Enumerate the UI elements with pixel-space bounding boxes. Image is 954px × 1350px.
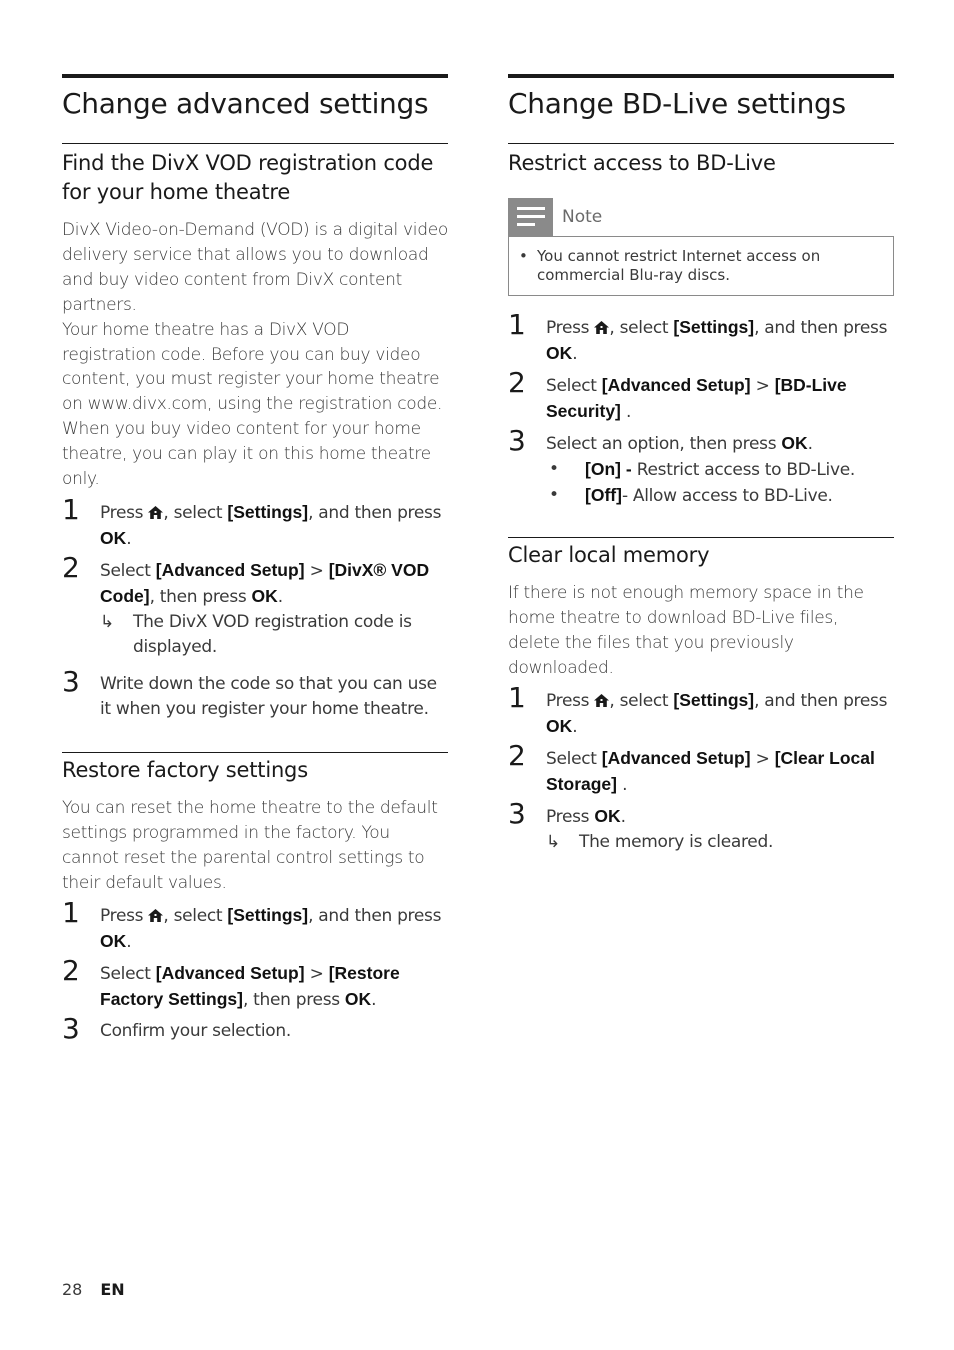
divx-heading: Find the DivX VOD registration code for your home theatre	[62, 151, 434, 204]
divx-vod-code-label: [DivX® VOD Code]	[100, 559, 430, 606]
result-arrow-icon: ↳	[546, 831, 560, 852]
advanced-setup-label: [Advanced Setup]	[601, 747, 751, 768]
clear-intro: If there is not enough memory space in the home theatre to download BD-Live files, delete the files that you previously downloaded.	[508, 583, 864, 678]
clear-step-2: 2 Select [Advanced Setup] > [Clear Local Storage] .	[508, 738, 875, 795]
step-number: 1	[508, 680, 526, 714]
home-icon	[594, 321, 609, 334]
clear-heading: Clear local memory	[508, 543, 710, 567]
step-result: ↳ The memory is cleared.	[546, 830, 894, 855]
ok-key-label: OK	[781, 433, 808, 453]
note-label: Note	[562, 207, 603, 227]
page-footer	[62, 1280, 125, 1299]
bullet: •	[519, 247, 528, 265]
restore-factory-label: [Restore Factory Settings]	[100, 962, 400, 1009]
note-text: You cannot restrict Internet access on commercial Blu-ray discs.	[537, 247, 821, 284]
settings-menu-label: [Settings]	[673, 317, 755, 337]
result-arrow-icon: ↳	[100, 611, 114, 632]
home-icon	[148, 506, 163, 519]
factory-step-3: 3 Confirm your selection.	[62, 1011, 291, 1045]
ok-key-label: OK	[594, 805, 621, 826]
title-rule	[508, 74, 894, 78]
option-off: • [Off]- Allow access to BD-Live.	[549, 485, 833, 506]
step-number: 1	[62, 492, 80, 526]
settings-menu-label: [Settings]	[673, 689, 755, 710]
home-icon	[594, 694, 609, 707]
page-title-bd-live: Change BD-Live settings	[508, 87, 846, 120]
section-rule	[62, 752, 448, 753]
advanced-setup-label: [Advanced Setup]	[155, 962, 305, 983]
divx-step-2: 2 Select [Advanced Setup] > [DivX® VOD Code], then press OK. ↳ The DivX VOD registration code is displayed.	[62, 558, 448, 660]
step-number: 3	[62, 664, 80, 698]
restrict-step-1: 1 Press , select [Settings], and then press OK.	[508, 308, 888, 364]
clear-step-1: 1 Press , select [Settings], and then press OK.	[508, 680, 888, 737]
ok-key-label: OK	[546, 715, 573, 736]
note-body	[508, 236, 894, 296]
ok-key-label: OK	[100, 527, 127, 548]
step-result: ↳ The DivX VOD registration code is displayed.	[100, 611, 412, 657]
bullet: •	[549, 485, 559, 505]
divx-step-3: 3 Write down the code so that you can use it when you register your home theatre.	[62, 664, 437, 719]
step-number: 3	[508, 424, 526, 457]
step-number: 2	[62, 953, 80, 987]
note-icon	[508, 198, 553, 236]
divx-registration-info: Your home theatre has a DivX VOD registration code. Before you can buy video content, you must register your home theatre on www.divx.com, using the registration code. When you buy video content for your home theatre, you can play it on this home theatre only.	[62, 319, 443, 490]
factory-step-1: 1 Press , select [Settings], and then press OK.	[62, 895, 442, 952]
restrict-step-3: 3 Select an option, then press OK. • [On] - Restrict access to BD-Live. • [Off]- Allow access to BD-Live.	[508, 431, 894, 509]
step-number: 2	[508, 366, 526, 399]
factory-intro: You can reset the home theatre to the default settings programmed in the factory. You cannot reset the parental control settings to their default values.	[62, 797, 438, 893]
factory-heading: Restore factory settings	[62, 757, 308, 782]
bullet: •	[549, 459, 559, 479]
note-header	[508, 198, 894, 236]
option-on: • [On] - Restrict access to BD-Live.	[549, 459, 855, 480]
right-column	[508, 74, 894, 855]
advanced-setup-label: [Advanced Setup]	[155, 559, 305, 580]
bd-live-security-label: [BD-Live Security]	[546, 375, 847, 421]
left-column	[62, 74, 448, 1044]
settings-menu-label: [Settings]	[227, 501, 309, 522]
page-title-advanced: Change advanced settings	[62, 87, 429, 120]
factory-step-2: 2 Select [Advanced Setup] > [Restore Factory Settings], then press OK.	[62, 953, 400, 1010]
step-number: 1	[508, 308, 526, 341]
option-off-label: [Off]	[585, 485, 622, 505]
clear-local-storage-label: [Clear Local Storage]	[546, 747, 875, 794]
section-rule	[62, 143, 448, 144]
option-on-label: [On] -	[585, 459, 632, 479]
section-rule	[508, 143, 894, 144]
divx-intro: DivX Video-on-Demand (VOD) is a digital video delivery service that allows you to download and buy video content from DivX content partners.	[62, 220, 448, 315]
settings-menu-label: [Settings]	[227, 904, 309, 925]
home-icon	[148, 909, 163, 922]
ok-key-label: OK	[251, 585, 278, 606]
step-number: 1	[62, 895, 80, 929]
restrict-heading: Restrict access to BD-Live	[508, 151, 776, 175]
ok-key-label: OK	[100, 930, 127, 951]
ok-key-label: OK	[344, 988, 372, 1009]
page-number: 28	[62, 1280, 83, 1299]
divx-step-1: 1 Press , select [Settings], and then press OK.	[62, 492, 442, 549]
advanced-setup-label: [Advanced Setup]	[601, 375, 751, 395]
note	[508, 198, 894, 296]
step-number: 2	[508, 738, 526, 772]
clear-step-3: 3 Press OK. ↳ The memory is cleared.	[508, 804, 894, 855]
title-rule	[62, 74, 448, 78]
section-rule	[508, 537, 894, 538]
step-number: 2	[62, 550, 80, 584]
step-number: 3	[62, 1011, 80, 1045]
restrict-step-2: 2 Select [Advanced Setup] > [BD-Live Security] .	[508, 366, 847, 422]
language-code: EN	[100, 1280, 125, 1299]
step-number: 3	[508, 796, 526, 830]
ok-key-label: OK	[546, 343, 573, 363]
